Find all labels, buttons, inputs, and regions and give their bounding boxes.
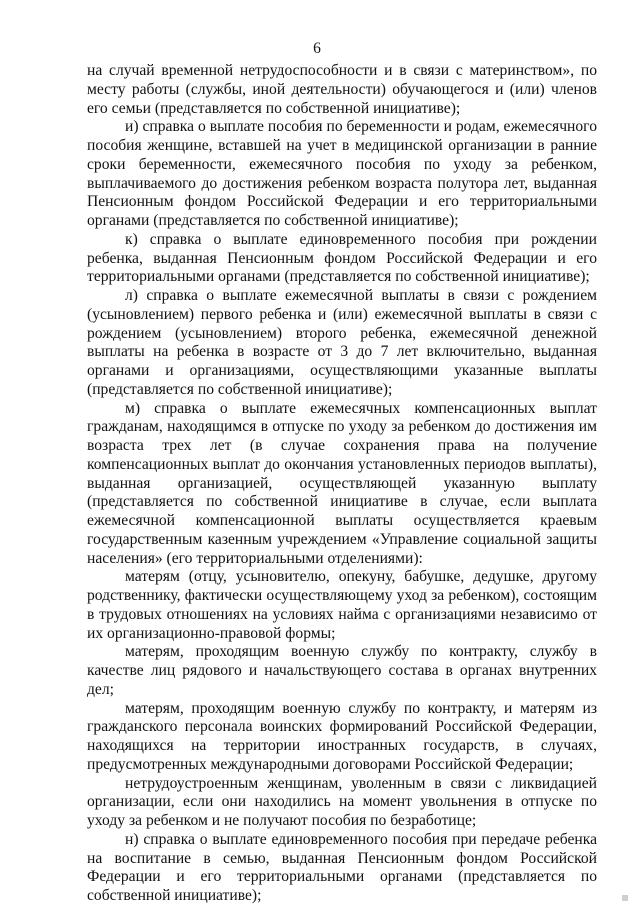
paragraph-continuation: на случай временной нетрудоспособности и в связи с материнством», по месту работы (службы, иной деятельности) обучающегося и (или) членов его семьи (представляется по собственной инициативе); <box>87 62 597 117</box>
paragraph-subitem-mothers-military: матерям, проходящим военную службу по контракту, службу в качестве лиц рядового и начальствующего состава в органах внутренних дел; <box>87 643 597 698</box>
paragraph-subitem-mothers-abroad: матерям, проходящим военную службу по контракту, и матерям из гражданского персонала воинских формирований Российской Федерации, находящихся на территории иностранных государств, в случаях, предусмотренных международными договорами Российской Федерации; <box>87 699 597 773</box>
paragraph-item-l: л) справка о выплате ежемесячной выплаты в связи с рождением (усыновлением) первого ребенка и (или) ежемесячной выплаты в связи с рождением (усыновлением) второго ребенка, ежемесячной денежной выплаты на ребенка в возрасте от 3 до 7 лет включительно, выданная органами и организациями, осуществляющими указанные выплаты (представляется по собственной инициативе); <box>87 287 597 398</box>
page-number: 6 <box>313 40 321 57</box>
paragraph-subitem-unemployed-women: нетрудоустроенным женщинам, уволенным в связи с ликвидацией организации, если они находились на момент увольнения в отпуске по уходу за ребенком и не получают пособия по безработице; <box>87 774 597 829</box>
document-body <box>87 62 597 906</box>
paragraph-item-n: н) справка о выплате единовременного пособия при передаче ребенка на воспитание в семью, выданная Пенсионным фондом Российской Федерации и его территориальными органами (представляется по собственной инициативе); <box>87 830 597 904</box>
paragraph-item-m: м) справка о выплате ежемесячных компенсационных выплат гражданам, находящимся в отпуске по уходу за ребенком до достижения им возраста трех лет (в случае сохранения права на получение компенсационных выплат до окончания установленных периодов выплаты), выданная организацией, осуществляющей указанную выплату (представляется по собственной инициативе в случае, если выплата ежемесячной компенсационной выплаты осуществляется краевым государственным казенным учреждением «Управление социальной защиты населения» (его территориальными отделениями): <box>87 399 597 567</box>
corner-mark <box>622 895 628 901</box>
paragraph-item-k: к) справка о выплате единовременного пособия при рождении ребенка, выданная Пенсионным фондом Российской Федерации и его территориальными органами (представляется по собственной инициативе); <box>87 230 597 286</box>
paragraph-subitem-mothers-employed: матерям (отцу, усыновителю, опекуну, бабушке, дедушке, другому родственнику, фактически осуществляющему уход за ребенком), состоящим в трудовых отношениях на условиях найма с организациями независимо от их организационно-правовой формы; <box>87 568 597 642</box>
paragraph-item-i: и) справка о выплате пособия по беременности и родам, ежемесячного пособия женщине, вставшей на учет в медицинской организации в ранние сроки беременности, ежемесячного пособия по уходу за ребенком, выплачиваемого до достижения ребенком возраста полутора лет, выданная Пенсионным фондом Российской Федерации и его территориальными органами (представляется по собственной инициативе); <box>87 118 597 229</box>
